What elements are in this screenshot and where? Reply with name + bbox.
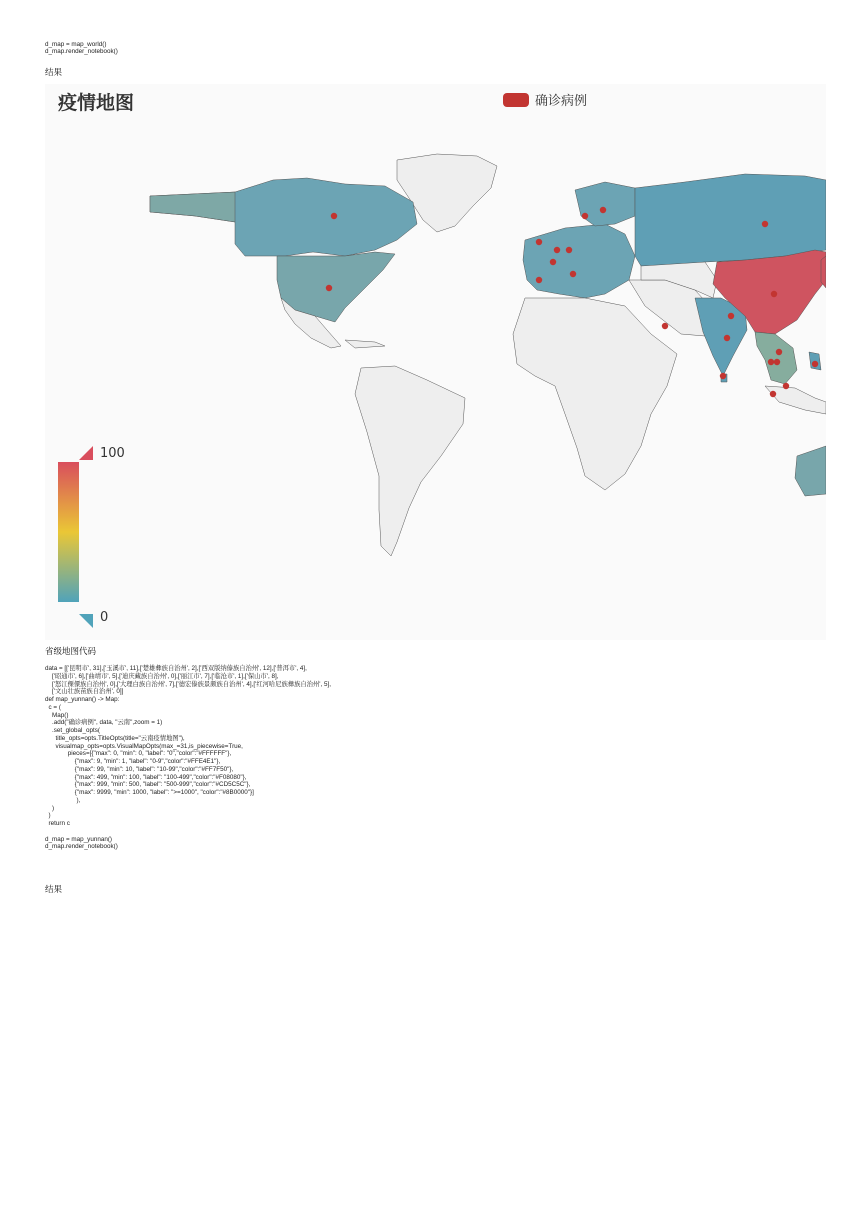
legend-item[interactable] <box>503 90 587 109</box>
code-line: {"max": 99, "min": 10, "label": "10-99","color":"#FF7F50"}, <box>45 765 234 773</box>
code-line: Map() <box>45 711 69 719</box>
world-map[interactable] <box>45 84 826 640</box>
code-line: ['昭通市', 6],['曲靖市', 5],['迪庆藏族自治州', 0],['丽江市', 7],['临沧市', 1],['保山市', 8], <box>45 672 279 680</box>
visual-map-min-handle[interactable] <box>79 614 93 628</box>
code-line: ) <box>45 812 51 820</box>
point-vietnam <box>776 349 782 355</box>
region-caribbean <box>345 340 385 348</box>
region-alaska <box>150 192 235 222</box>
region-canada <box>150 178 417 256</box>
region-europe <box>523 224 635 298</box>
point-france <box>550 259 556 265</box>
code-line: ['文山壮族苗族自治州', 0]] <box>45 688 124 696</box>
region-africa <box>513 298 677 490</box>
point-nepal <box>728 313 734 319</box>
code-line: data = [['昆明市', 31],['玉溪市', 11],['楚雄彝族自治州', 2],['西双版纳傣族自治州', 12],['普洱市', 4], <box>45 665 307 672</box>
code-line: title_opts=opts.TitleOpts(title="云南疫情地图"), <box>45 734 185 742</box>
code-line: {"max": 999, "min": 500, "label": "500-999","color":"#CD5C5C"}, <box>45 781 251 789</box>
point-philippines <box>812 361 818 367</box>
code-line: ), <box>45 796 81 804</box>
legend-label[interactable]: 确诊病例 <box>535 94 588 109</box>
code-line: return c <box>45 820 70 827</box>
point-singapore <box>783 383 789 389</box>
point-canada <box>331 213 337 219</box>
code-line: {"max": 499, "min": 100, "label": "100-499","color":"#F08080"}, <box>45 773 247 781</box>
point-sweden <box>582 213 588 219</box>
point-malaysia <box>770 391 776 397</box>
point-germany <box>566 247 572 253</box>
point-uk <box>536 239 542 245</box>
result-label-2: 结果 <box>45 885 63 895</box>
point-spain <box>536 277 542 283</box>
point-cambodia <box>774 359 780 365</box>
code-line: d_map = map_yunnan() <box>45 835 113 843</box>
point-thailand <box>768 359 774 365</box>
point-usa <box>326 285 332 291</box>
code-line: d_map.render_notebook() <box>45 843 118 851</box>
code-line: c = ( <box>45 703 61 711</box>
code-line: {"max": 9999, "min": 1000, "label": ">=1000", "color":"#8B0000"}] <box>45 789 254 796</box>
region-indonesia <box>765 386 826 414</box>
top-code-line-1: d_map = map_world() <box>45 41 107 48</box>
point-italy <box>570 271 576 277</box>
code-line: {"max": 9, "min": 1, "label": "0-9","color":"#FFE4E1"}, <box>45 758 221 765</box>
code-line: def map_yunnan() -> Map: <box>45 696 120 703</box>
code-line: .add("确诊病例", data, "云南",zoom = 1) <box>45 719 163 727</box>
point-uae <box>662 323 668 329</box>
epidemic-map-chart[interactable] <box>45 84 826 640</box>
region-australia <box>795 446 826 496</box>
code-line: ['怒江傈僳族自治州', 0],['大理白族自治州', 7],['德宏傣族景颇族自治州', 4],['红河哈尼族彝族自治州', 5], <box>45 680 332 688</box>
code-line: .set_global_opts( <box>45 727 100 734</box>
region-scandinavia <box>575 182 635 226</box>
region-japan <box>821 256 826 288</box>
visual-map-max-handle[interactable] <box>79 446 93 460</box>
region-south-america <box>355 366 465 556</box>
point-sri-lanka <box>720 373 726 379</box>
visual-map-max-label: 100 <box>100 446 125 461</box>
point-russia <box>762 221 768 227</box>
visual-map-gradient-bar[interactable] <box>58 462 79 602</box>
point-china <box>771 291 777 297</box>
result-label: 结果 <box>45 68 63 78</box>
point-india <box>724 335 730 341</box>
point-belgium <box>554 247 560 253</box>
legend-swatch[interactable] <box>503 93 529 107</box>
point-finland <box>600 207 606 213</box>
code-line: visualmap_opts=opts.VisualMapOpts(max_=31,is_piecewise=True, <box>45 742 243 750</box>
visual-map-min-label: 0 <box>100 610 109 625</box>
code-line: pieces=[{"max": 0, "min": 0, "label": "0","color":"#FFFFFF"}, <box>45 750 232 758</box>
code-line: ) <box>45 804 55 812</box>
top-code-line-2: d_map.render_notebook() <box>45 48 118 55</box>
region-russia <box>635 174 826 266</box>
region-southeast-asia <box>755 332 797 384</box>
chart-title: 疫情地图 <box>58 92 135 114</box>
section-heading: 省级地图代码 <box>45 647 97 657</box>
